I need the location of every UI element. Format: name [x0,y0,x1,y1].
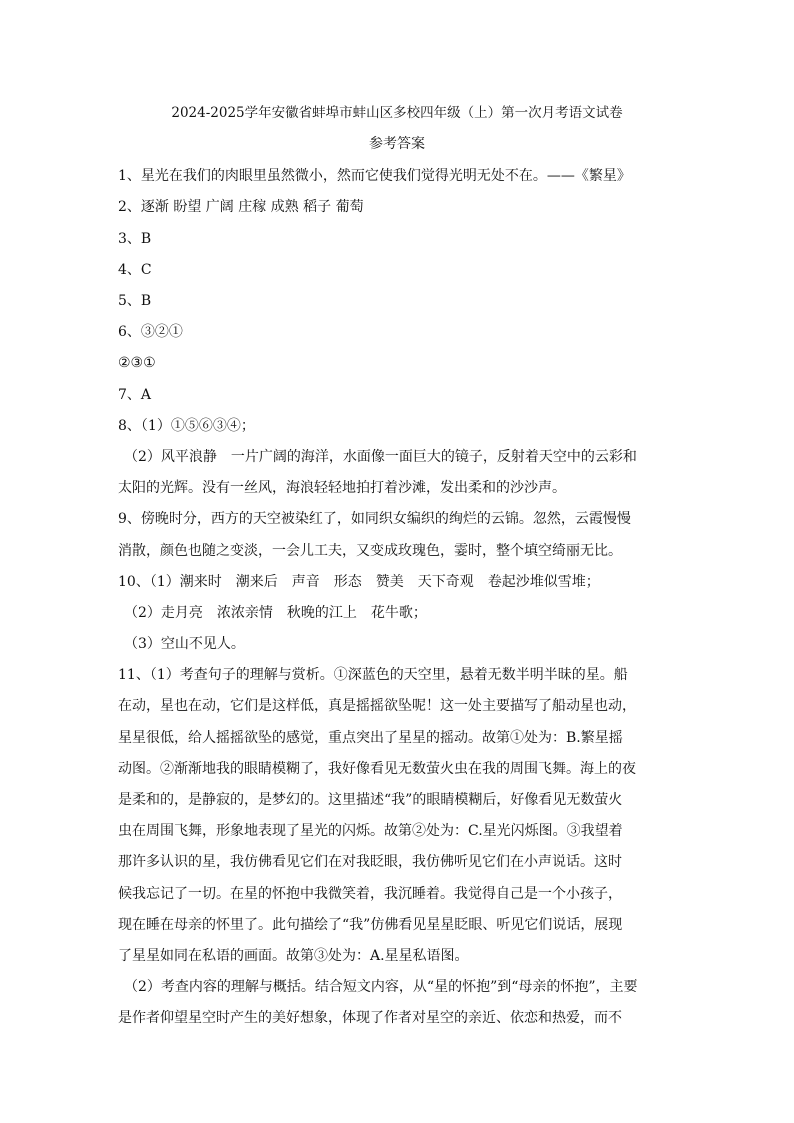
answer-line: 5、B [118,293,152,309]
answer-line: （3）空山不见人。 [124,636,245,652]
answer-line: 消散，颜色也随之变淡，一会儿工夫，又变成玫瑰色，霎时，整个填空绮丽无比。 [118,543,622,559]
answer-line: 8、（1）①⑤⑥③④； [118,418,255,434]
answer-line: 2、逐渐 盼望 广阔 庄稼 成熟 稻子 葡萄 [118,199,364,215]
answer-line: 了星星如同在私语的画面。故第③处为：A.星星私语图。 [118,948,469,964]
document-subtitle: 参考答案 [369,136,425,152]
answer-line: 1、星光在我们的肉眼里虽然微小，然而它使我们觉得光明无处不在。——《繁星》 [118,168,631,184]
answer-line: 那许多认识的星，我仿佛看见它们在对我眨眼，我仿佛听见它们在小声说话。这时 [118,854,622,870]
answer-line: 4、C [118,262,152,278]
document-title: 2024-2025学年安徽省蚌埠市蚌山区多校四年级（上）第一次月考语文试卷 [171,105,623,121]
answer-line: 在动，星也在动，它们是这样低，真是摇摇欲坠呢！这一处主要描写了船动星也动， [118,698,636,714]
answer-line: 11、（1）考查句子的理解与赏析。①深蓝色的天空里，悬着无数半明半昧的星。船 [118,667,628,683]
answer-line: 虫在周围飞舞，形象地表现了星光的闪烁。故第②处为：C.星光闪烁图。③我望着 [118,823,623,839]
answer-line: 3、B [118,231,152,247]
answer-line: 是柔和的，是静寂的，是梦幻的。这里描述“我”的眼睛模糊后，好像看见无数萤火 [118,792,623,808]
answer-line: 动图。②渐渐地我的眼睛模糊了，我好像看见无数萤火虫在我的周围飞舞。海上的夜 [118,761,636,777]
answer-line: （2）考查内容的理解与概括。结合短文内容，从“星的怀抱”到“母亲的怀抱”，主要 [124,979,638,995]
answer-line: 是作者仰望星空时产生的美好想象，体现了作者对星空的亲近、依恋和热爱，而不 [118,1010,622,1026]
answer-line: 候我忘记了一切。在星的怀抱中我微笑着，我沉睡着。我觉得自己是一个小孩子， [118,886,622,902]
answer-line: （2）走月亮 浓浓亲情 秋晚的江上 花牛歌； [124,605,427,621]
answer-line: 太阳的光辉。没有一丝风，海浪轻轻地拍打着沙滩，发出柔和的沙沙声。 [118,480,566,496]
answer-line: 现在睡在母亲的怀里了。此句描绘了“我”仿佛看见星星眨眼、听见它们说话，展现 [118,917,623,933]
answer-line: ②③① [118,355,156,371]
answer-line: （2）风平浪静 一片广阔的海洋，水面像一面巨大的镜子，反射着天空中的云彩和 [124,449,637,465]
answer-line: 10、（1）潮来时 潮来后 声音 形态 赞美 天下奇观 卷起沙堆似雪堆； [118,574,600,590]
answer-line: 星星很低，给人摇摇欲坠的感觉，重点突出了星星的摇动。故第①处为：B.繁星摇 [118,730,623,746]
answer-line: 7、A [118,387,152,403]
answer-line: 9、傍晚时分，西方的天空被染红了，如同织女编织的绚烂的云锦。忽然，云霞慢慢 [118,511,631,527]
answer-line: 6、③②① [118,324,183,340]
